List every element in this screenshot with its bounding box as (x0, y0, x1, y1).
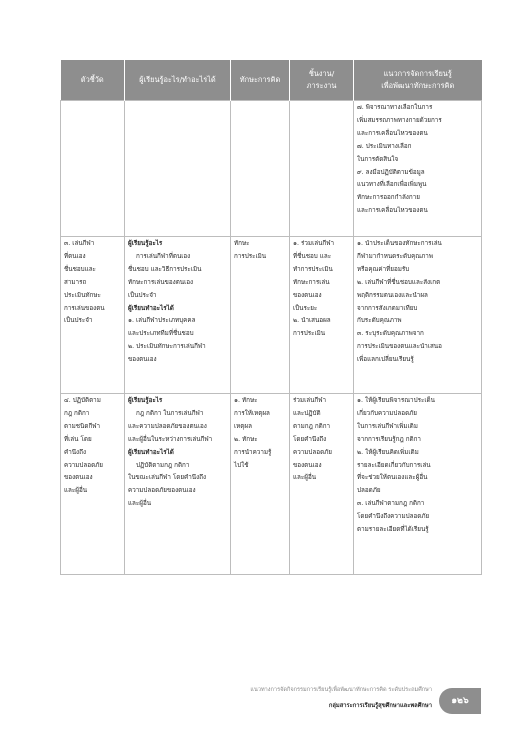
cell-text-line: ๑. ทักษะ (234, 397, 258, 404)
footer-subject-group: กลุ่มสาระการเรียนรู้สุขศึกษาและพลศึกษา (328, 703, 432, 709)
cell-learner-knows-does (125, 394, 231, 575)
cell-learning-approach (354, 101, 482, 237)
cell-text-line: แนวทางที่เลือกเพื่อเพิ่มพูน (357, 181, 427, 189)
cell-text-line: ตามชนิดกีฬา (64, 422, 101, 430)
header-learner-knows-does (125, 60, 231, 101)
cell-text-line: ๔. ปฏิบัติตาม (64, 397, 101, 404)
cell-indicator (61, 101, 125, 237)
cell-text-line: การประเมิน (234, 252, 267, 260)
cell-text-line: ผู้เรียนทำอะไรได้ (128, 448, 174, 456)
cell-text-line: เป็นระยะ (293, 304, 318, 312)
cell-text-line: สามารถ (64, 278, 87, 286)
footer-book-title: แนวทางการจัดกิจกรรมการเรียนรู้เพื่อพัฒนาทักษะการคิด ระดับประถมศึกษา (250, 687, 432, 693)
cell-text-line: ทักษะการเล่น (293, 278, 330, 286)
cell-text-line: ๒. ทักษะ (234, 435, 258, 443)
cell-text-line: การประเมินของตนและนำเสนอ (357, 343, 442, 351)
cell-text-line: ของตนเอง (293, 291, 322, 299)
header-text-line: แนวการจัดการเรียนรู้ (383, 69, 452, 78)
cell-text-line: การเล่นกีฬาที่ตนเอง (136, 252, 191, 260)
cell-text-line: ตามรายละเอียดที่ได้เรียนรู้ (357, 526, 429, 534)
cell-text-line: และผู้อื่น (293, 474, 317, 482)
cell-text-line: ทักษะ (234, 240, 250, 247)
cell-text-line: จากการสังเกตมาเทียบ (357, 304, 418, 312)
curriculum-table (60, 60, 482, 575)
cell-learner-knows-does (125, 237, 231, 394)
cell-text-line: ๑. นำประเด็นของทักษะการเล่น (357, 240, 442, 247)
cell-text-line: ๑. เล่นกีฬาประเภทบุคคล (128, 317, 196, 325)
cell-text-line: และการเคลื่อนไหวของตน (357, 207, 428, 215)
cell-text-line: ผู้เรียนทำอะไรได้ (128, 304, 174, 312)
cell-text-line: ความปลอดภัยของตนเอง (128, 487, 196, 495)
cell-text-line: ร่วมเล่นกีฬา (293, 397, 327, 404)
cell-text-line: เพิ่มสมรรถภาพทางกายด้วยการ (357, 116, 442, 124)
cell-thinking-skill (231, 237, 290, 394)
header-text-line: ชิ้นงาน/ (308, 69, 335, 78)
cell-text-line: ทักษะการเล่นของตนเอง (128, 278, 194, 286)
cell-indicator (61, 237, 125, 394)
cell-text-line: รายละเอียดเกี่ยวกับการเล่น (357, 461, 431, 469)
table-row (61, 101, 482, 237)
cell-text-line: ความปลอดภัย (64, 461, 104, 469)
table-row (61, 237, 482, 394)
cell-text-line: ผู้เรียนรู้อะไร (128, 397, 163, 404)
cell-text-line: ผู้เรียนรู้อะไร (128, 240, 163, 247)
header-text-line: ทักษะการคิด (239, 75, 281, 84)
cell-thinking-skill (231, 394, 290, 575)
cell-text-line: และผู้อื่นในระหว่างการเล่นกีฬา (128, 435, 213, 443)
cell-text-line: ๒. ประเมินทักษะการเล่นกีฬา (128, 343, 206, 351)
cell-text-line: และผู้อื่น (64, 487, 88, 495)
cell-text-line: ๒. ให้ผู้เรียนคิดเพิ่มเติม (357, 448, 419, 456)
cell-text-line: กฎ กติกา ในการเล่นกีฬา (136, 409, 204, 417)
cell-text-line: ของตนเอง (293, 461, 322, 469)
cell-text-line: โดยคำนึงถึงความปลอดภัย (357, 513, 430, 521)
cell-text-line: กฎ กติกา (64, 409, 90, 417)
cell-text-line: และความปลอดภัยของตนเอง (128, 422, 207, 430)
header-task (290, 60, 354, 101)
cell-text-line: จากการเรียนรู้กฎ กติกา (357, 435, 421, 443)
cell-text-line: ของตนเอง (64, 474, 93, 482)
cell-learning-approach (354, 237, 482, 394)
cell-text-line: พฤติกรรมตนเองและนำผล (357, 291, 428, 299)
cell-text-line: การนำความรู้ (234, 448, 272, 456)
cell-text-line: เพื่อแลกเปลี่ยนเรียนรู้ (357, 356, 414, 364)
cell-text-line: ปฏิบัติตามกฎ กติกา (136, 461, 190, 469)
cell-text-line: และปฏิบัติ (293, 409, 321, 417)
cell-text-line: และผู้อื่น (128, 500, 152, 508)
cell-text-line: คำนึงถึง (64, 448, 87, 456)
cell-indicator (61, 394, 125, 575)
cell-text-line: เกี่ยวกับความปลอดภัย (357, 409, 418, 417)
cell-text-line: กับระดับคุณภาพ (357, 317, 402, 325)
cell-text-line: โดยคำนึงถึง (293, 435, 327, 443)
cell-learner-knows-does (125, 101, 231, 237)
cell-text-line: ๗. พิจารณาทางเลือกในการ (357, 104, 433, 111)
cell-task (290, 237, 354, 394)
cell-text-line: ไปใช้ (234, 461, 249, 469)
cell-learning-approach (354, 394, 482, 575)
header-learning-approach (354, 60, 482, 101)
cell-text-line: เป็นประจำ (128, 291, 157, 299)
cell-text-line: การให้เหตุผล (234, 409, 270, 417)
cell-text-line: ปลอดภัย (357, 487, 381, 495)
cell-text-line: ๑. ร่วมเล่นกีฬา (293, 240, 335, 247)
cell-text-line: ในการเล่นกีฬาเพิ่มเติม (357, 422, 418, 430)
cell-text-line: ๓. เล่นกีฬาตามกฎ กติกา (357, 500, 425, 508)
table-row (61, 394, 482, 575)
cell-text-line: การประเมิน (293, 330, 326, 338)
cell-text-line: กีฬามากำหนดระดับคุณภาพ (357, 252, 433, 260)
cell-text-line: ประเมินทักษะ (64, 291, 101, 299)
cell-text-line: ๑. ให้ผู้เรียนพิจารณาประเด็น (357, 397, 435, 404)
cell-text-line: ตามกฎ กติกา (293, 422, 331, 430)
cell-text-line: หรือคุณค่าที่ยอมรับ (357, 265, 410, 273)
cell-text-line: ที่ตนเอง (64, 252, 86, 260)
cell-text-line: ชื่นชอบและ (64, 265, 96, 273)
cell-text-line: ๒. เล่นกีฬาที่ชื่นชอบและสังเกต (357, 278, 441, 286)
cell-text-line: ความปลอดภัย (293, 448, 333, 456)
header-text-line: เพื่อพัฒนาทักษะการคิด (381, 81, 455, 90)
cell-text-line: เหตุผล (234, 422, 252, 430)
page-number-badge: ๑๒๖ (439, 688, 481, 714)
cell-text-line: ที่จะช่วยให้ตนเองและผู้อื่น (357, 474, 428, 482)
cell-text-line: เป็นประจำ (64, 317, 93, 325)
header-thinking-skill (231, 60, 290, 101)
header-indicator (61, 60, 125, 101)
cell-text-line: ทักษะการออกกำลังกาย (357, 194, 420, 202)
header-text-line: ตัวชี้วัด (80, 75, 104, 84)
cell-text-line: ๒. นำเสนอผล (293, 317, 331, 325)
header-text-line: ผู้เรียนรู้อะไร/ทำอะไรได้ (139, 75, 216, 84)
curriculum-table-wrapper (60, 60, 481, 575)
cell-text-line: ๓. ระบุระดับคุณภาพจาก (357, 330, 424, 338)
cell-text-line: ชื่นชอบ และวิธีการประเมิน (128, 265, 202, 273)
cell-text-line: ๗. ประเมินทางเลือก (357, 142, 412, 150)
cell-text-line: และการเคลื่อนไหวของตน (357, 129, 428, 137)
cell-text-line: ในการตัดสินใจ (357, 155, 399, 163)
cell-task (290, 101, 354, 237)
cell-thinking-skill (231, 101, 290, 237)
cell-text-line: ๙. ลงมือปฏิบัติตามข้อมูล (357, 168, 425, 176)
cell-text-line: และประเภททีมที่ชื่นชอบ (128, 330, 194, 338)
cell-text-line: ของตนเอง (128, 356, 157, 364)
cell-text-line: ที่เล่น โดย (64, 435, 92, 443)
cell-text-line: การเล่นของตน (64, 304, 105, 312)
header-text-line: ภาระงาน (306, 81, 337, 90)
cell-text-line: ที่ชื่นชอบ และ (293, 252, 332, 260)
cell-task (290, 394, 354, 575)
table-header-row (61, 60, 482, 101)
cell-text-line: ทำการประเมิน (293, 265, 333, 273)
cell-text-line: ในขณะเล่นกีฬา โดยคำนึงถึง (128, 474, 207, 482)
cell-text-line: ๓. เล่นกีฬา (64, 240, 95, 247)
